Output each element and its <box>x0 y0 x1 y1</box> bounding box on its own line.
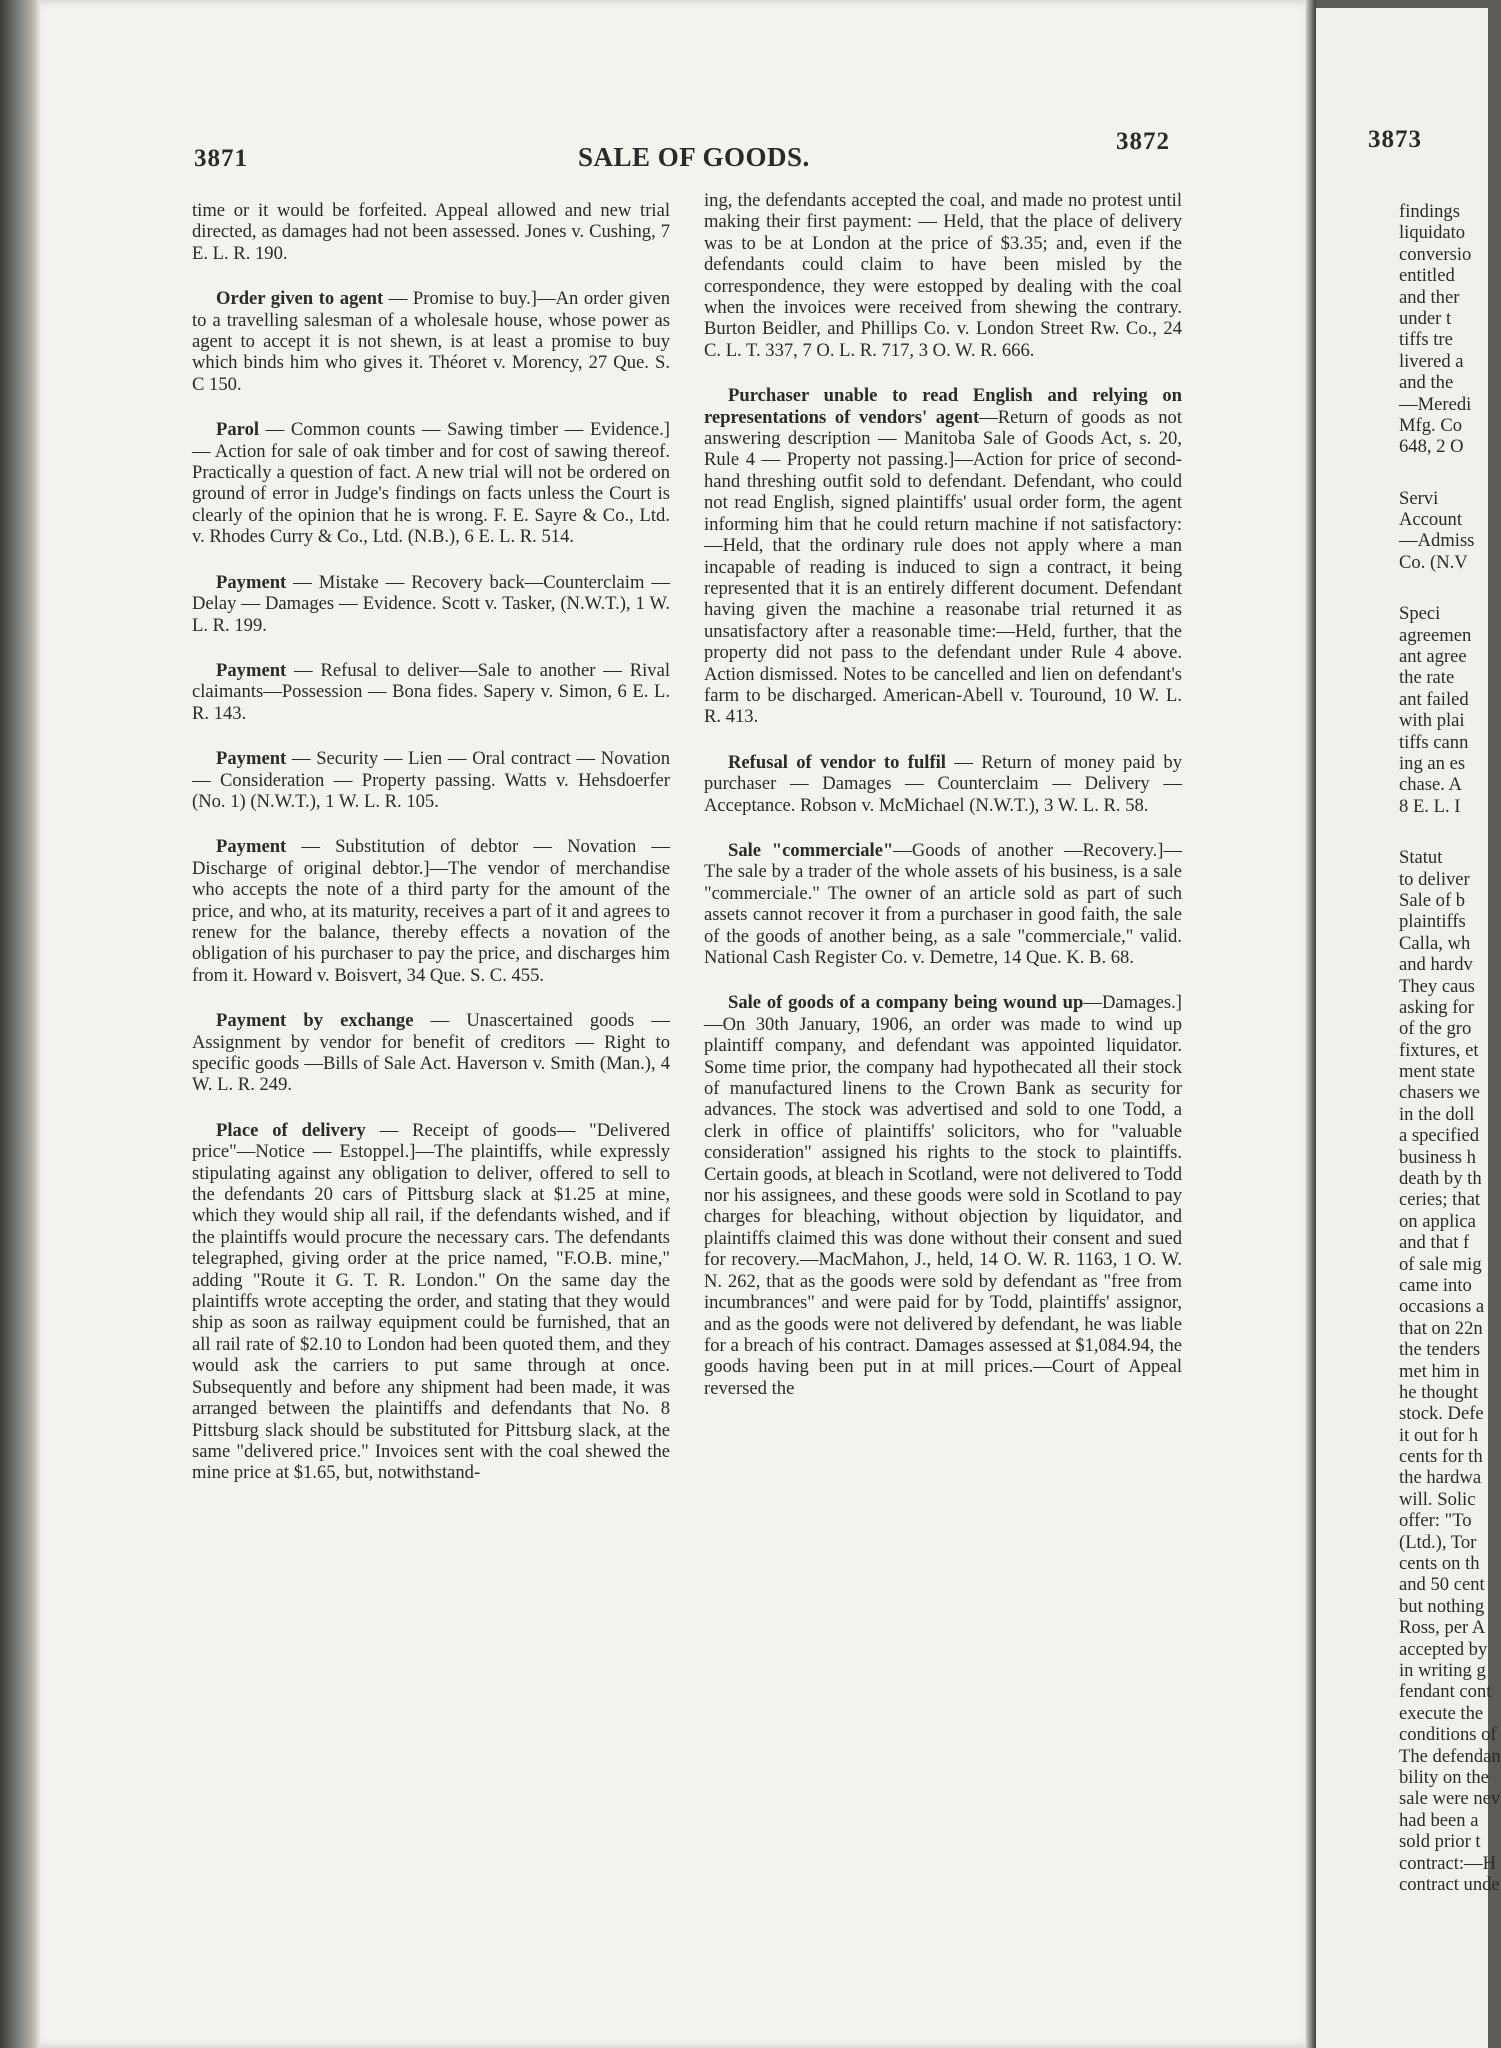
column-left <box>192 200 670 1508</box>
entry-text: — Refusal to deliver—Sale to another — Rival claimants—Possession — Bona fides. Sapery v. Simon, 6 E. L. R. 143. <box>192 659 670 724</box>
fragment-line: Calla, wh <box>1399 932 1471 954</box>
fragment-line: had been a <box>1399 1809 1479 1831</box>
fragment-line: contract unde <box>1399 1873 1500 1895</box>
digest-entry <box>192 288 670 395</box>
fragment-line: chase. A <box>1399 774 1462 796</box>
fragment-line: in the doll <box>1399 1103 1475 1125</box>
fragment-line: The defendan <box>1399 1745 1501 1767</box>
fragment-line: with plai <box>1399 710 1465 732</box>
entry-paragraph <box>192 572 670 636</box>
fragment-line: ant failed <box>1399 688 1469 710</box>
digest-entry <box>192 419 670 547</box>
entry-list <box>704 385 1182 1399</box>
entry-paragraph <box>192 288 670 395</box>
fragment-line: Statut <box>1399 847 1443 869</box>
fragment-line: bility on the <box>1399 1766 1489 1788</box>
fragment-line: sale were nev <box>1399 1788 1501 1810</box>
fragment-line: stock. Defe <box>1399 1403 1484 1425</box>
left-page-number: 3871 <box>194 145 248 172</box>
fragment-line: Mfg. Co <box>1399 414 1463 436</box>
fragment-line: the hardwa <box>1399 1467 1482 1489</box>
entry-text: — Substitution of debtor — Novation — Discharge of original debtor.]—The vendor of merchandise who accepts the note of a third party for the amount of the price, and who, at its maturity, receives a part of it and agrees to renew for the balance, thereby effects a novation of the obligation of his purchaser to pay the price, and discharges him from it. Howard v. Boisvert, 34 Que. S. C. 455. <box>192 836 670 986</box>
fragment-line: came into <box>1399 1274 1472 1296</box>
entry-text: —Damages.]—On 30th January, 1906, an order was made to wind up plaintiff company, and defendant was appointed liquidator. Some time prior, the company had hypothecated all their stock of manufactured linens to the Crown Bank as security for advances. The stock was advertised and sold to one Todd, a clerk in office of plaintiffs' solicitors, who for "valuable consideration" assigned his rights to the stock to plaintiffs. Certain goods, at bleach in Scotland, were not delivered to Todd nor his assignees, and these goods were sold in Scotland to pay charges for bleaching, without objection by liquidator, and plaintiffs claimed this was done without their consent and sued for recovery.—MacMahon, J., held, 14 O. W. R. 1163, 1 O. W. N. 262, that as the goods were sold by defendant as "free from incumbrances" and were paid for by Todd, plaintiffs' assignor, and as the goods were not delivered by defendant, he was liable for a breach of his contract. Damages assessed at $1,084.94, the goods having been put in at mill prices.—Court of Appeal reversed the <box>704 992 1182 1399</box>
fragment-line: the rate <box>1399 667 1455 689</box>
entry-paragraph <box>192 1010 670 1096</box>
fragment-line: Co. (N.V <box>1399 551 1468 573</box>
digest-entry <box>704 752 1182 816</box>
fragment-line: and 50 cent <box>1399 1574 1485 1596</box>
fragment-line: —Admiss <box>1399 530 1475 552</box>
digest-entry <box>192 836 670 986</box>
fragment-line: agreemen <box>1399 624 1472 646</box>
column-right-fragments <box>1399 201 1499 1895</box>
fragment-line: livered a <box>1399 350 1464 372</box>
entry-paragraph <box>704 992 1182 1399</box>
fragment-line: contract:—H <box>1399 1852 1497 1874</box>
continuation-entry <box>192 200 670 264</box>
fragment-line: a specified <box>1399 1125 1480 1147</box>
fragment-line: death by th <box>1399 1168 1482 1190</box>
fragment-line: (Ltd.), Tor <box>1399 1531 1477 1553</box>
fragment-line: plaintiffs <box>1399 911 1466 933</box>
fragment-line: but nothing <box>1399 1595 1485 1617</box>
fragment-line: They caus <box>1399 975 1475 997</box>
fragment-line: of the gro <box>1399 1018 1472 1040</box>
fragment-line: asking for <box>1399 996 1474 1018</box>
entry-paragraph <box>192 419 670 547</box>
fragment-line: ceries; that <box>1399 1189 1481 1211</box>
entry-paragraph <box>192 748 670 812</box>
fragment-line: tiffs cann <box>1399 731 1469 753</box>
digest-entry <box>192 1120 670 1484</box>
digest-entry <box>704 840 1182 968</box>
digest-entry <box>192 1010 670 1096</box>
fragment-line: will. Solic <box>1399 1488 1476 1510</box>
fragment-line: chasers we <box>1399 1082 1481 1104</box>
fragment-line: fixtures, et <box>1399 1039 1479 1061</box>
page-edge-shadow <box>1306 0 1316 2048</box>
column-middle <box>704 190 1182 1423</box>
fragment-line: to deliver <box>1399 868 1470 890</box>
entry-headword: Payment <box>216 748 287 770</box>
entry-paragraph <box>704 385 1182 728</box>
entry-headword: Sale of goods of a company being wound up <box>728 992 1084 1014</box>
entry-text: —Goods of another —Recovery.]—The sale by a trader of the whole assets of his business, is a sale "commerciale." The owner of an article sold as part of such assets cannot recover it from a purchaser in good faith, the sale of the goods of another being, as a sale "commerciale," valid. National Cash Register Co. v. Demetre, 14 Que. K. B. 68. <box>704 839 1183 968</box>
fragment-line <box>1399 573 1499 603</box>
fragment-line: conditions of <box>1399 1724 1497 1746</box>
fragment-line: and that f <box>1399 1232 1470 1254</box>
entry-paragraph <box>704 840 1182 968</box>
fragment-line: business h <box>1399 1146 1476 1168</box>
fragment-line: sold prior t <box>1399 1831 1481 1853</box>
entry-headword: Place of delivery <box>216 1119 366 1141</box>
fragment-line: accepted by <box>1399 1638 1488 1660</box>
entry-headword: Order given to agent <box>216 288 384 310</box>
fragment-line: met him in <box>1399 1360 1480 1382</box>
continuation-entry <box>704 190 1182 361</box>
fragment-line: findings <box>1399 201 1460 222</box>
fragment-line: cents on th <box>1399 1553 1480 1575</box>
running-header-title: SALE OF GOODS. <box>578 142 810 172</box>
fragment-line: Account <box>1399 509 1462 531</box>
entry-headword: Payment <box>216 571 287 593</box>
entry-text: — Security — Lien — Oral contract — Novation — Consideration — Property passing. Watts v. Hehsdoerfer (No. 1) (N.W.T.), 1 W. L. R. 105. <box>192 748 670 812</box>
fragment-line: on applica <box>1399 1210 1476 1232</box>
entry-headword: Parol <box>216 419 260 441</box>
fragment-line: offer: "To <box>1399 1510 1472 1532</box>
digest-entry <box>704 385 1182 728</box>
fragment-line: —Meredi <box>1399 393 1472 415</box>
fragment-line: 648, 2 O <box>1399 436 1464 458</box>
fragment-line: under t <box>1399 307 1452 329</box>
entry-text: — Common counts — Sawing timber — Evidence.] — Action for sale of oak timber and for cost of sawing thereof. Practically a question of fact. A new trial will not be ordered on ground of error in Judge's findings on facts unless the Court is clearly of the opinion that he is wrong. F. E. Sayre & Co., Ltd. v. Rhodes Curry & Co., Ltd. (N.B.), 6 E. L. R. 514. <box>192 419 670 548</box>
entry-text: — Receipt of goods— "Delivered price"—Notice — Estoppel.]—The plaintiffs, while expressly stipulating against any obligation to deliver, offered to sell to the defendants 20 cars of Pittsburg slack at $1.25 at mine, which they would ship all rail, if the defendants wished, and if the plaintiffs would procure the necessary cars. The defendants telegraphed, giving order at the price named, "F.O.B. mine," adding "Route it G. T. R. London." On the same day the plaintiffs wrote accepting the order, and stating that they would ship as soon as railway equipment could be furnished, that an all rail rate of $2.10 to London had been quoted them, and they would ask the carriers to put same through at once. Subsequently and before any shipment had been made, it was arranged between the plaintiffs and defendants that No. 8 Pittsburg slack should be substituted for Pittsburg slack, at the same "delivered price." Invoices sent with the coal shewed the mine price at $1.65, but, notwithstand- <box>192 1119 671 1484</box>
digest-entry <box>192 660 670 724</box>
fragment-line: conversio <box>1399 243 1472 265</box>
digest-entry <box>704 992 1182 1399</box>
entry-paragraph <box>704 752 1182 816</box>
entry-text: — Mistake — Recovery back—Counterclaim — Delay — Damages — Evidence. Scott v. Tasker, (N.W.T.), 1 W. L. R. 199. <box>192 571 670 636</box>
fragment-line: ing an es <box>1399 752 1466 774</box>
digest-entry <box>192 572 670 636</box>
fragment-line: Sale of b <box>1399 889 1466 911</box>
fragment-line: fendant cont <box>1399 1681 1492 1703</box>
fragment-line: ant agree <box>1399 646 1467 668</box>
continuation-text: time or it would be forfeited. Appeal allowed and new trial directed, as damages had not been assessed. Jones v. Cushing, 7 E. L. R. 190. <box>192 200 670 264</box>
continuation-text: ing, the defendants accepted the coal, and made no protest until making their first payment: — Held, that the place of delivery was to be at London at the price of $3.35; and, even if the defendants could claim to have been misled by the correspondence, they were estopped by dealing with the coal when the invoices were received from shewing the contrary. Burton Beidler, and Phillips Co. v. London Street Rw. Co., 24 C. L. T. 337, 7 O. L. R. 717, 3 O. W. R. 666. <box>704 190 1182 361</box>
fragment-line: it out for h <box>1399 1424 1479 1446</box>
right-page-number: 3872 <box>1116 128 1170 155</box>
fragment-line: and hardv <box>1399 954 1473 976</box>
entry-paragraph <box>192 836 670 986</box>
fragment-line: liquidato <box>1399 222 1466 244</box>
fragment-line: and the <box>1399 372 1454 394</box>
book-gutter <box>0 0 40 2048</box>
entry-list <box>192 288 670 1484</box>
fragment-line: Ross, per A <box>1399 1617 1486 1639</box>
fragment-line: ment state <box>1399 1061 1475 1083</box>
fragment-line <box>1399 458 1499 488</box>
entry-text: —Return of goods as not answering description — Manitoba Sale of Goods Act, s. 20, Rule 4 — Property not passing.]—Action for price of second-hand threshing outfit sold to defendant. Defendant, who could not read English, signed plaintiffs' usual order form, the agent informing him that he could return machine if not satisfactory:—Held, that the ordinary rule does not apply where a man incapable of reading is induced to sign a contract, it being represented that it is an entirely different document. Defendant having given the machine a reasonabe trial returned it as unsatisfactory after a reasonable time:—Held, further, that the property did not pass to the defendant under Rule 4 above. Action dismissed. Notes to be cancelled and lien on defendant's farm to be discharged. American-Abell v. Touround, 10 W. L. R. 413. <box>704 406 1182 728</box>
far-page-number: 3873 <box>1368 126 1422 153</box>
fragment-line: of sale mig <box>1399 1253 1482 1275</box>
fragment-line: cents for th <box>1399 1446 1483 1468</box>
fragment-line: tiffs tre <box>1399 329 1453 351</box>
entry-text: — Promise to buy.]—An order given to a travelling salesman of a wholesale house, whose power as agent to accept it is not shewn, is at least a promise to buy which binds him who gives it. Théoret v. Morency, 27 Que. S. C 150. <box>192 288 670 395</box>
entry-text: — Unascertained goods — Assignment by vendor for benefit of creditors — Right to specific goods —Bills of Sale Act. Haverson v. Smith (Man.), 4 W. L. R. 249. <box>192 1010 670 1096</box>
fragment-line: that on 22n <box>1399 1317 1483 1339</box>
fragment-line: execute the <box>1399 1702 1484 1724</box>
entry-headword: Payment <box>216 836 287 858</box>
fragment-line: 8 E. L. I <box>1399 795 1461 817</box>
entry-headword: Sale "commerciale" <box>728 839 894 861</box>
entry-headword: Payment by exchange <box>216 1010 414 1032</box>
entry-headword: Payment <box>216 659 287 681</box>
fragment-line: he thought <box>1399 1381 1479 1403</box>
entry-paragraph <box>192 1120 670 1484</box>
fragment-line: the tenders <box>1399 1339 1481 1361</box>
fragment-line: Servi <box>1399 487 1439 509</box>
fragment-line: occasions a <box>1399 1296 1485 1318</box>
right-page-partial <box>1316 8 1501 2048</box>
entry-headword: Refusal of vendor to fulfil <box>728 751 946 773</box>
fragment-line <box>1399 817 1499 847</box>
fragment-line: Speci <box>1399 603 1441 625</box>
fragment-line: in writing g <box>1399 1660 1486 1681</box>
entry-text: — Return of money paid by purchaser — Damages — Counterclaim — Delivery — Acceptance. Robson v. McMichael (N.W.T.), 3 W. L. R. 58. <box>704 751 1183 816</box>
digest-entry <box>192 748 670 812</box>
fragment-line: and ther <box>1399 286 1460 308</box>
entry-paragraph <box>192 660 670 724</box>
entry-headword: Purchaser unable to read English and relying on representations of vendors' agent <box>704 385 1182 428</box>
fragment-line: entitled <box>1399 265 1455 287</box>
